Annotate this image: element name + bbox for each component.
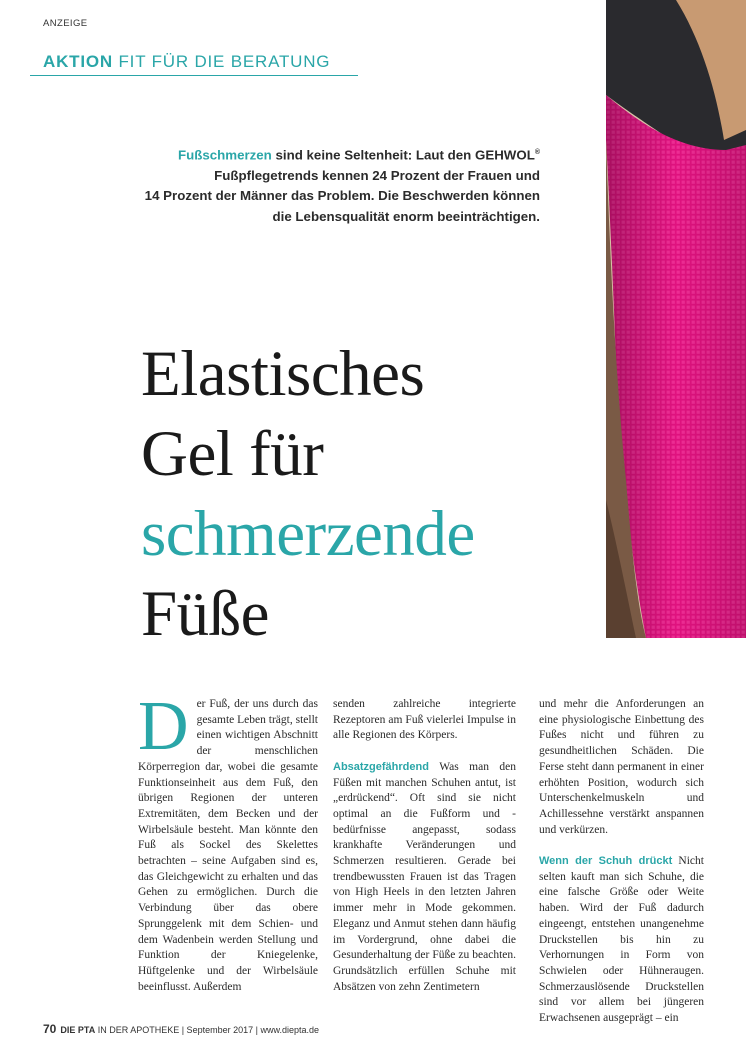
subheading-schuh-drueckt: Wenn der Schuh drückt bbox=[539, 855, 673, 868]
headline-line-2: Gel für bbox=[141, 418, 324, 490]
article-headline bbox=[141, 334, 475, 654]
rubric-underline bbox=[30, 75, 358, 76]
lead-line-1-text: sind keine Seltenheit: Laut den GEHWOL bbox=[271, 147, 535, 163]
page-number: 70 bbox=[43, 1022, 57, 1036]
paragraph-text: Was man den Füßen mit manchen Schuhen antut, ist „erdrückend“. Oft sind sie nicht optimal an die Fußform und -bedürfnisse angepasst, sodass krankhafte Veränderungen und Schmerzen resultieren. Gerade bei trendbewussten Frauen ist das Tragen von High Heels in den letzten Jahren immer mehr in Mode gekommen. Eleganz und Anmut stehen dann häufig im Vordergrund, ohne dabei die Gesunderhaltung der Füße zu beachten. Grundsätzlich erfüllen Schuhe mit Absätzen von zehn Zentimetern bbox=[333, 760, 516, 993]
lead-line-1 bbox=[110, 143, 540, 166]
rubric-rest: FIT FÜR DIE BERATUNG bbox=[112, 52, 331, 71]
body-column-3 bbox=[539, 697, 704, 1025]
lead-paragraph bbox=[110, 143, 540, 227]
drop-cap: D bbox=[138, 688, 189, 765]
paragraph-text: er Fuß, der uns durch das gesamte Leben trägt, stellt einen wichtigen Abschnitt der menschlichen Körperregion dar, wobei die gesamte Funktionseinheit aus dem Fuß, den übrigen Regionen der unteren Extremitäten, dem Becken und der Wirbelsäule besteht. Man könnte den Fuß als Sockel des Skelettes betrachten – seine Aufgaben sind es, das Gleichgewicht zu erhalten und das Gehen zu ermöglichen. Durch die Verbindung über das obere Sprunggelenk mit dem Schien- und dem Wadenbein werden Stellung und Funktion der Kniegelenke, Hüftgelenke und der Wirbelsäule beeinflusst. Außerdem bbox=[138, 698, 318, 993]
section-rubric bbox=[43, 52, 330, 72]
headline-line-3: schmerzende bbox=[141, 498, 475, 570]
photo-illustration bbox=[606, 0, 746, 638]
registered-mark: ® bbox=[534, 149, 540, 156]
body-column-1 bbox=[138, 688, 318, 997]
footer-info: IN DER APOTHEKE | September 2017 | www.diepta.de bbox=[95, 1025, 319, 1035]
paragraph-text: Nicht selten kauft man sich Schuhe, die eine falsche Größe oder Weite haben. Wird der Fuß dadurch eingeengt, entstehen unangenehme Druckstellen bis hin zu Verhornungen in Form von Schwielen oder Hühneraugen. Schmerzauslösende Druckstellen sind vor allem bei jüngeren Erwachsenen ausgeprägt – ein bbox=[539, 855, 704, 1025]
feature-photo bbox=[606, 0, 746, 638]
subheading-absatzgefaehrdend: Absatzgefährdend bbox=[333, 760, 429, 773]
paragraph bbox=[333, 760, 516, 996]
body-column-2 bbox=[333, 697, 516, 997]
paragraph: senden zahlreiche integrierte Rezeptoren am Fuß vielerlei Impulse in alle Regionen des Körpers. bbox=[333, 698, 516, 742]
headline-line-4: Füße bbox=[141, 578, 269, 650]
page-footer bbox=[43, 1022, 319, 1036]
lead-line-3: 14 Prozent der Männer das Problem. Die Beschwerden können bbox=[144, 188, 540, 204]
lead-line-2: Fußpflegetrends kennen 24 Prozent der Frauen und bbox=[214, 167, 540, 183]
paragraph bbox=[138, 688, 318, 995]
paragraph bbox=[539, 854, 704, 1027]
advertisement-label: ANZEIGE bbox=[43, 18, 88, 29]
magazine-name: DIE PTA bbox=[60, 1025, 96, 1035]
lead-line-4: die Lebensqualität enorm beeinträchtigen. bbox=[272, 208, 540, 224]
rubric-bold: AKTION bbox=[43, 52, 113, 71]
headline-line-1: Elastisches bbox=[141, 338, 425, 410]
paragraph: und mehr die Anforderungen an eine physiologische Einbettung des Fußes nicht und führen zu gesundheitlichen Schäden. Die Ferse steht dann permanent in einer erhöhten Position, wodurch sich Unterschenkelmuskeln und Achillessehne verstärkt anspannen und verkürzen. bbox=[539, 698, 704, 836]
lead-highlight: Fußschmerzen bbox=[177, 147, 272, 163]
